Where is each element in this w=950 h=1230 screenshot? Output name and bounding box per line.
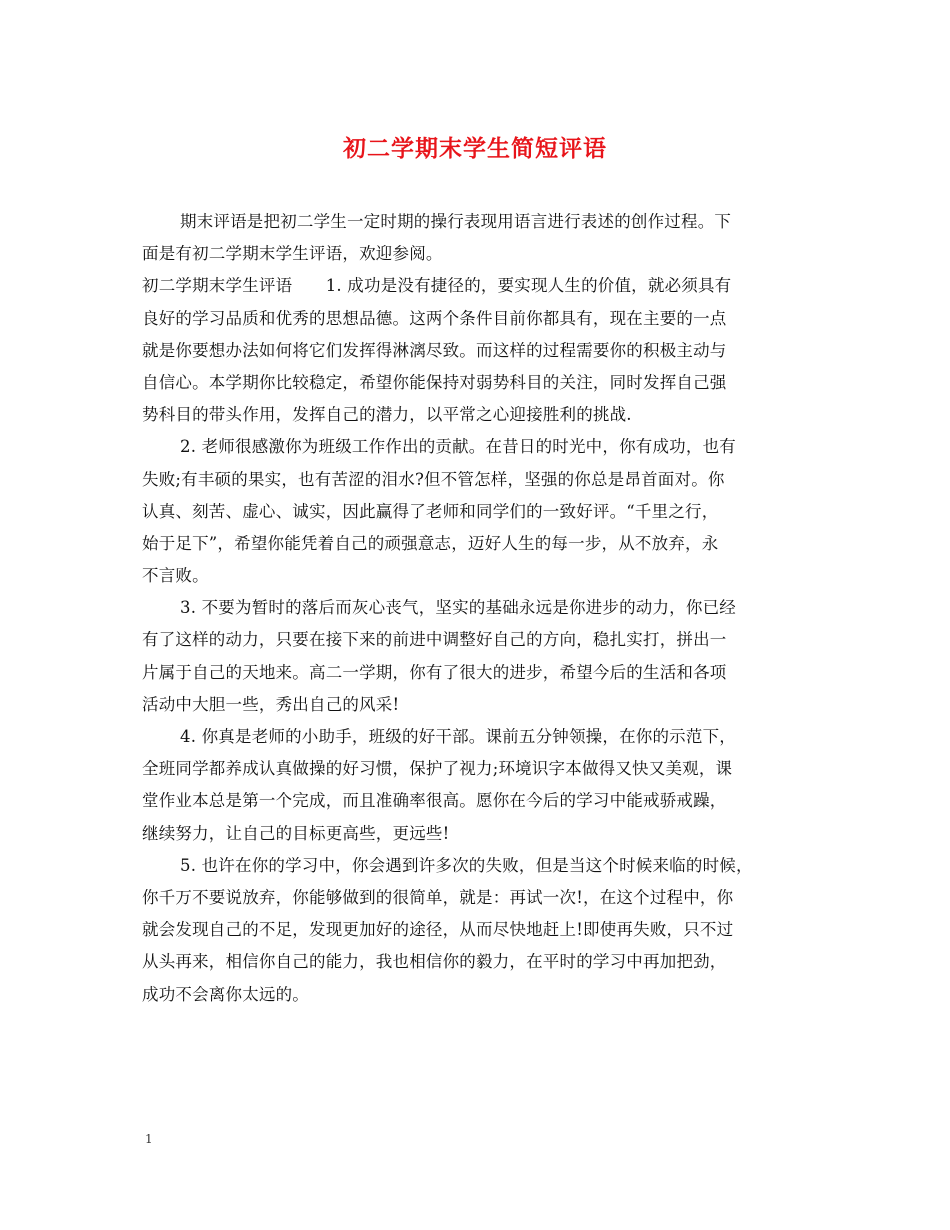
body-line: 初二学期末学生评语 1. 成功是没有捷径的，要实现人生的价值，就必须具有 bbox=[142, 276, 732, 296]
body-line: 继续努力，让自己的目标更高些，更远些! bbox=[142, 823, 450, 843]
body-line: 5. 也许在你的学习中，你会遇到许多次的失败，但是当这个时候来临的时候， bbox=[180, 855, 753, 875]
body-line: 就会发现自己的不足，发现更加好的途径，从而尽快地赶上!即使再失败，只不过 bbox=[142, 920, 734, 940]
body-line: 有了这样的动力，只要在接下来的前进中调整好自己的方向，稳扎实打，拼出一 bbox=[142, 630, 727, 650]
body-line: 势科目的带头作用，发挥自己的潜力，以平常之心迎接胜利的挑战. bbox=[142, 405, 632, 425]
body-line: 活动中大胆一些，秀出自己的风采! bbox=[142, 694, 400, 714]
document-title: 初二学期末学生简短评语 bbox=[343, 135, 607, 162]
body-line: 堂作业本总是第一个完成，而且准确率很高。愿你在今后的学习中能戒骄戒躁， bbox=[142, 791, 727, 811]
body-line: 片属于自己的天地来。高二一学期，你有了很大的进步，希望今后的生活和各项 bbox=[142, 662, 727, 682]
body-line: 认真、刻苦、虚心、诚实，因此赢得了老师和同学们的一致好评。“千里之行， bbox=[142, 501, 719, 521]
body-line: 就是你要想办法如何将它们发挥得淋漓尽致。而这样的过程需要你的积极主动与 bbox=[142, 340, 727, 360]
body-line: 3. 不要为暂时的落后而灰心丧气，坚实的基础永远是你进步的动力，你已经 bbox=[180, 598, 736, 618]
body-line: 自信心。本学期你比较稳定，希望你能保持对弱势科目的关注，同时发挥自己强 bbox=[142, 372, 727, 392]
body-line: 成功不会离你太远的。 bbox=[142, 984, 309, 1004]
body-line: 始于足下”，希望你能凭着自己的顽强意志，迈好人生的每一步，从不放弃，永 bbox=[142, 533, 719, 553]
body-line: 期末评语是把初二学生一定时期的操行表现用语言进行表述的创作过程。下 bbox=[180, 212, 732, 231]
page-number: 1 bbox=[145, 1132, 153, 1146]
body-line: 良好的学习品质和优秀的思想品德。这两个条件目前你都具有，现在主要的一点 bbox=[142, 308, 727, 328]
body-line: 不言败。 bbox=[142, 566, 209, 586]
body-line: 2. 老师很感激你为班级工作作出的贡献。在昔日的时光中，你有成功，也有 bbox=[180, 437, 736, 457]
document-body bbox=[142, 206, 810, 1011]
body-line: 失败;有丰硕的果实，也有苦涩的泪水?但不管怎样，坚强的你总是昂首面对。你 bbox=[142, 469, 725, 489]
body-line: 面是有初二学期末学生评语，欢迎参阅。 bbox=[142, 244, 443, 264]
body-line: 全班同学都养成认真做操的好习惯，保护了视力;环境识字本做得又快又美观，课 bbox=[142, 759, 733, 779]
body-line: 从头再来，相信你自己的能力，我也相信你的毅力，在平时的学习中再加把劲， bbox=[142, 952, 727, 972]
body-line: 4. 你真是老师的小助手，班级的好干部。课前五分钟领操，在你的示范下， bbox=[180, 727, 736, 746]
body-line: 你千万不要说放弃，你能够做到的很简单，就是：再试一次!，在这个过程中，你 bbox=[142, 887, 734, 907]
